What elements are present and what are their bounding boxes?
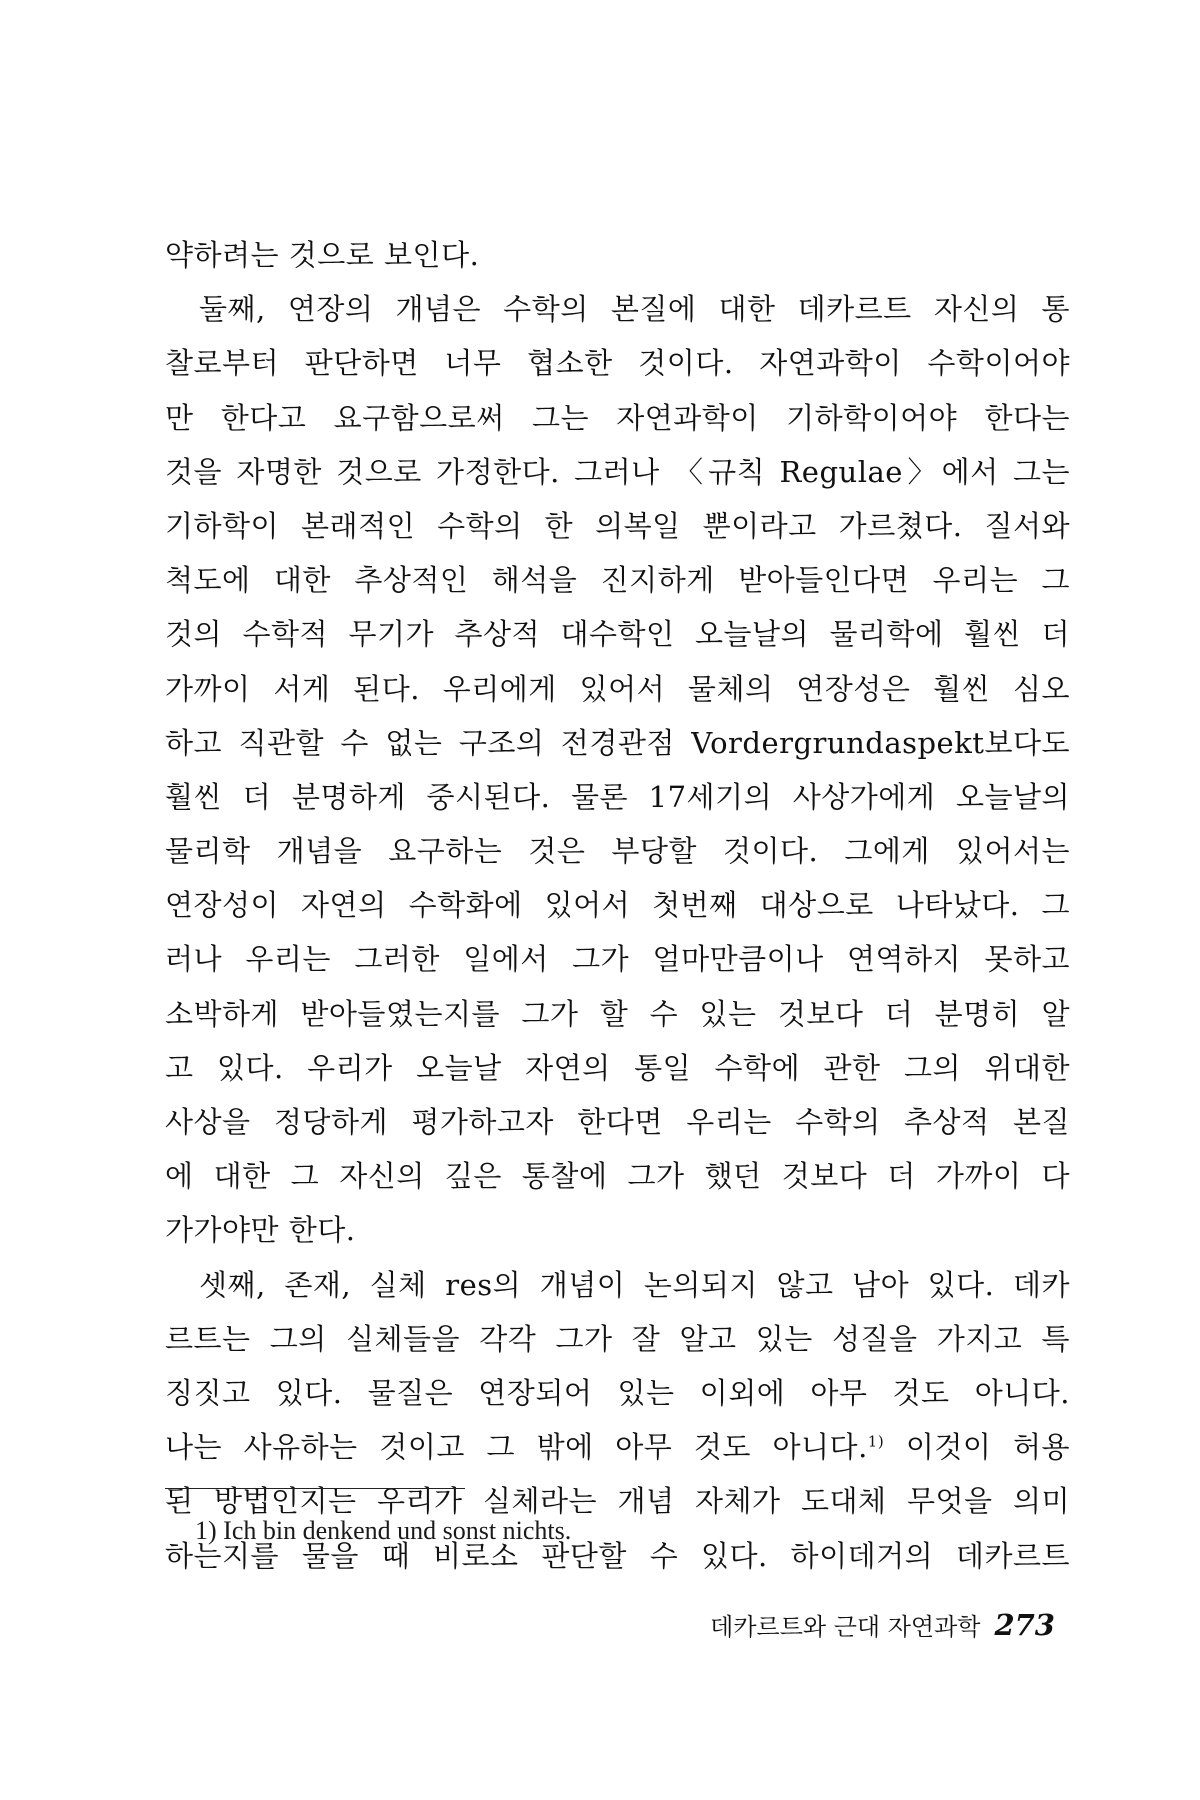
footnote-reference[interactable]: 1) xyxy=(867,1432,885,1451)
text-line: 척도에 대한 추상적인 해석을 진지하게 받아들인다면 우리는 그 xyxy=(165,563,1070,598)
text-line: 하는지를 물을 때 비로소 판단할 수 있다. 하이데거의 데카르트 xyxy=(165,1538,1070,1573)
page-number: 273 xyxy=(994,1608,1055,1642)
text-line: 훨씬 더 분명하게 중시된다. 물론 17세기의 사상가에게 오늘날의 xyxy=(165,779,1070,814)
text-line: 사상을 정당하게 평가하고자 한다면 우리는 수학의 추상적 본질 xyxy=(165,1105,1070,1139)
footnote xyxy=(195,1515,571,1547)
running-footer xyxy=(640,1605,1055,1647)
text-line: 것을 자명한 것으로 가정한다. 그러나 〈규칙 Regulae〉에서 그는 xyxy=(165,454,1070,489)
paragraph-start-line: 셋째, 존재, 실체 res의 개념이 논의되지 않고 남아 있다. 데카 xyxy=(199,1267,1070,1302)
text-line: 가까이 서게 된다. 우리에게 있어서 물체의 연장성은 훨씬 심오 xyxy=(165,671,1070,706)
footnote-text: Ich bin denkend und sonst nichts. xyxy=(223,1516,572,1545)
footnote-divider xyxy=(165,1488,465,1489)
text-line: 르트는 그의 실체들을 각각 그가 잘 알고 있는 성질을 가지고 특 xyxy=(165,1321,1070,1356)
text-line: 하고 직관할 수 없는 구조의 전경관점 Vordergrundaspekt보다도 xyxy=(165,725,1070,760)
text-line: 에 대한 그 자신의 깊은 통찰에 그가 했던 것보다 더 가까이 다 xyxy=(165,1159,1070,1194)
text-line: 소박하게 받아들였는지를 그가 할 수 있는 것보다 더 분명히 알 xyxy=(165,996,1070,1031)
text-line: 된 방법인지는 우리가 실체라는 개념 자체가 도대체 무엇을 의미 xyxy=(165,1484,1070,1519)
text-line: 가가야만 한다. xyxy=(165,1213,356,1248)
text-line: 약하려는 것으로 보인다. xyxy=(165,238,480,272)
text-line: 연장성이 자연의 수학화에 있어서 첫번째 대상으로 나타났다. 그 xyxy=(165,888,1070,923)
text-line: 고 있다. 우리가 오늘날 자연의 통일 수학에 관한 그의 위대한 xyxy=(165,1050,1070,1085)
text-line: 물리학 개념을 요구하는 것은 부당할 것이다. 그에게 있어서는 xyxy=(165,834,1070,869)
text-line: 징짓고 있다. 물질은 연장되어 있는 이외에 아무 것도 아니다. xyxy=(165,1375,1070,1410)
text-line: 러나 우리는 그러한 일에서 그가 얼마만큼이나 연역하지 못하고 xyxy=(165,942,1070,977)
text-line: 것의 수학적 무기가 추상적 대수학인 오늘날의 물리학에 훨씬 더 xyxy=(165,617,1070,652)
text-segment: 이것이 허용 xyxy=(905,1430,1071,1465)
paragraph-start-line: 둘째, 연장의 개념은 수학의 본질에 대한 데카르트 자신의 통 xyxy=(199,292,1070,327)
text-line: 만 한다고 요구함으로써 그는 자연과학이 기하학이어야 한다는 xyxy=(165,400,1070,435)
body-text xyxy=(165,228,1070,1583)
text-line: 기하학이 본래적인 수학의 한 의복일 뿐이라고 가르쳤다. 질서와 xyxy=(165,508,1070,543)
footnote-marker: 1) xyxy=(195,1516,217,1545)
text-line-with-note xyxy=(165,1420,1070,1474)
running-title: 데카르트와 근대 자연과학 xyxy=(710,1613,981,1641)
text-line: 찰로부터 판단하면 너무 협소한 것이다. 자연과학이 수학이어야 xyxy=(165,346,1070,381)
text-segment: 나는 사유하는 것이고 그 밖에 아무 것도 아니다. xyxy=(165,1430,868,1465)
